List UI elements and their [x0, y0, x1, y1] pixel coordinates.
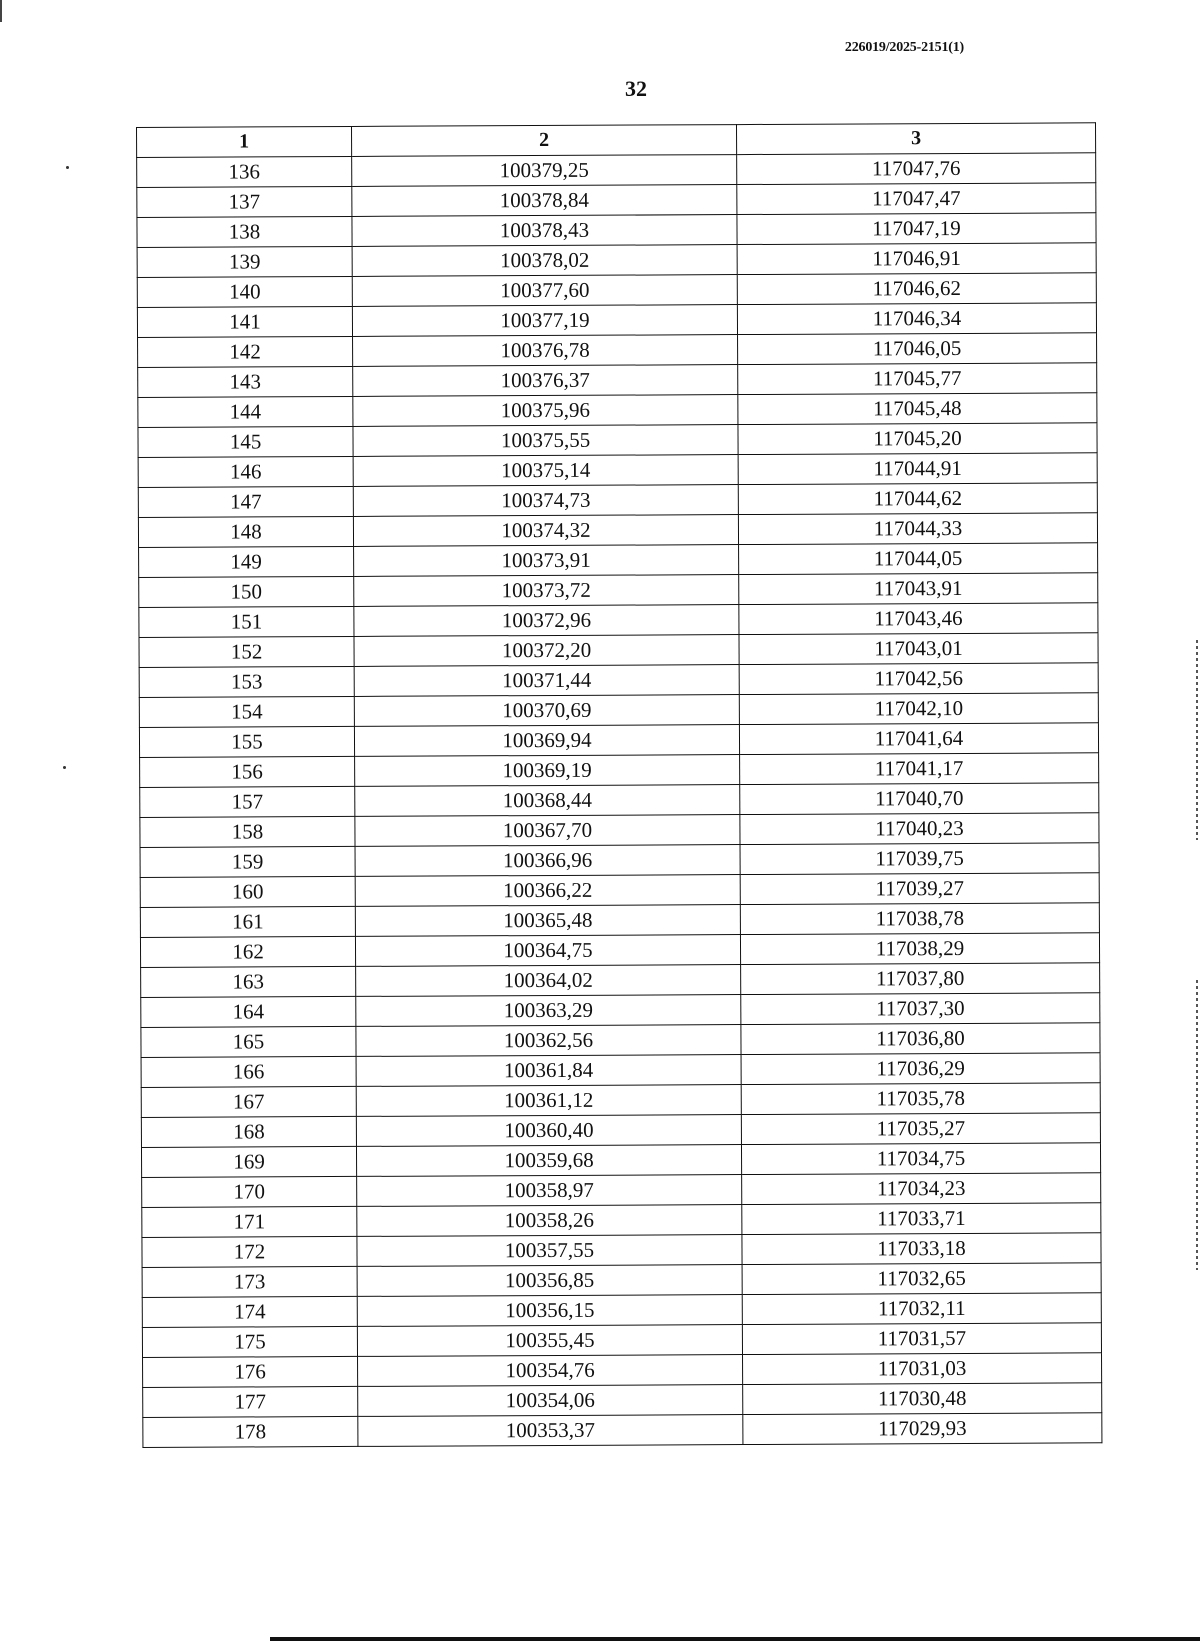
table-row	[137, 273, 1096, 308]
x-coordinate-cell: 100378,84	[352, 185, 737, 217]
y-coordinate-cell: 117035,27	[741, 1113, 1100, 1145]
x-coordinate-cell: 100360,40	[356, 1115, 741, 1147]
table-row	[137, 243, 1096, 278]
x-coordinate-cell: 100366,96	[355, 845, 740, 877]
table-row	[140, 753, 1099, 788]
table-row	[138, 453, 1097, 488]
table-row	[142, 1203, 1101, 1238]
point-number-cell: 138	[137, 216, 352, 247]
table-row	[137, 303, 1096, 338]
x-coordinate-cell: 100358,26	[357, 1205, 742, 1237]
y-coordinate-cell: 117041,17	[740, 753, 1099, 785]
point-number-cell: 140	[137, 276, 352, 307]
x-coordinate-cell: 100369,94	[354, 725, 739, 757]
point-number-cell: 154	[139, 696, 354, 727]
point-number-cell: 148	[138, 516, 353, 547]
table-row	[140, 873, 1099, 908]
x-coordinate-cell: 100363,29	[356, 995, 741, 1027]
point-number-cell: 147	[138, 486, 353, 517]
table-row	[141, 1143, 1100, 1178]
y-coordinate-cell: 117039,27	[740, 873, 1099, 905]
y-coordinate-cell: 117029,93	[743, 1413, 1102, 1445]
x-coordinate-cell: 100355,45	[357, 1325, 742, 1357]
x-coordinate-cell: 100368,44	[355, 785, 740, 817]
y-coordinate-cell: 117044,91	[738, 453, 1097, 485]
point-number-cell: 151	[139, 606, 354, 637]
point-number-cell: 157	[140, 786, 355, 817]
point-number-cell: 136	[137, 156, 352, 187]
point-number-cell: 178	[143, 1416, 358, 1447]
point-number-cell: 139	[137, 246, 352, 277]
point-number-cell: 174	[142, 1296, 357, 1327]
table-row	[140, 783, 1099, 818]
point-number-cell: 168	[141, 1116, 356, 1147]
page-number: 32	[625, 76, 647, 101]
x-coordinate-cell: 100377,60	[352, 275, 737, 307]
y-coordinate-cell: 117046,91	[737, 243, 1096, 275]
point-number-cell: 152	[139, 636, 354, 667]
table-row	[138, 333, 1097, 368]
point-number-cell: 158	[140, 816, 355, 847]
x-coordinate-cell: 100378,43	[352, 215, 737, 247]
x-coordinate-cell: 100358,97	[357, 1175, 742, 1207]
table-row	[140, 843, 1099, 878]
point-number-cell: 142	[138, 336, 353, 367]
y-coordinate-cell: 117034,75	[741, 1143, 1100, 1175]
x-coordinate-cell: 100379,25	[352, 155, 737, 187]
point-number-cell: 145	[138, 426, 353, 457]
x-coordinate-cell: 100370,69	[354, 695, 739, 727]
y-coordinate-cell: 117043,46	[739, 603, 1098, 635]
point-number-cell: 163	[141, 966, 356, 997]
x-coordinate-cell: 100362,56	[356, 1025, 741, 1057]
table-row	[142, 1263, 1101, 1298]
table-row	[143, 1353, 1102, 1388]
x-coordinate-cell: 100353,37	[358, 1415, 743, 1447]
y-coordinate-cell: 117046,34	[737, 303, 1096, 335]
y-coordinate-cell: 117040,70	[740, 783, 1099, 815]
point-number-cell: 172	[142, 1236, 357, 1267]
table-row	[137, 183, 1096, 218]
y-coordinate-cell: 117035,78	[741, 1083, 1100, 1115]
y-coordinate-cell: 117039,75	[740, 843, 1099, 875]
x-coordinate-cell: 100375,14	[353, 455, 738, 487]
x-coordinate-cell: 100376,78	[353, 335, 738, 367]
x-coordinate-cell: 100357,55	[357, 1235, 742, 1267]
table-row	[141, 993, 1100, 1028]
x-coordinate-cell: 100366,22	[355, 875, 740, 907]
y-coordinate-cell: 117047,19	[737, 213, 1096, 245]
point-number-cell: 161	[140, 906, 355, 937]
y-coordinate-cell: 117044,05	[739, 543, 1098, 575]
column-header-2: 2	[351, 125, 736, 157]
x-coordinate-cell: 100361,12	[356, 1085, 741, 1117]
x-coordinate-cell: 100374,73	[353, 485, 738, 517]
table-row	[140, 933, 1099, 968]
scan-artifact-dot	[63, 766, 66, 769]
table-row	[137, 213, 1096, 248]
point-number-cell: 167	[141, 1086, 356, 1117]
x-coordinate-cell: 100354,76	[358, 1355, 743, 1387]
x-coordinate-cell: 100361,84	[356, 1055, 741, 1087]
y-coordinate-cell: 117031,03	[743, 1353, 1102, 1385]
x-coordinate-cell: 100356,15	[357, 1295, 742, 1327]
table-row	[143, 1413, 1102, 1448]
table-row	[139, 723, 1098, 758]
x-coordinate-cell: 100376,37	[353, 365, 738, 397]
table-row	[139, 693, 1098, 728]
table-row	[141, 1083, 1100, 1118]
table-row	[139, 573, 1098, 608]
x-coordinate-cell: 100375,55	[353, 425, 738, 457]
point-number-cell: 149	[139, 546, 354, 577]
point-number-cell: 153	[139, 666, 354, 697]
point-number-cell: 173	[142, 1266, 357, 1297]
y-coordinate-cell: 117045,20	[738, 423, 1097, 455]
y-coordinate-cell: 117032,11	[742, 1293, 1101, 1325]
y-coordinate-cell: 117043,91	[739, 573, 1098, 605]
table-row	[138, 393, 1097, 428]
x-coordinate-cell: 100372,96	[354, 605, 739, 637]
scan-artifact-dot	[66, 166, 69, 169]
table-row	[141, 1113, 1100, 1148]
point-number-cell: 156	[140, 756, 355, 787]
scan-artifact-left-edge	[0, 0, 2, 22]
point-number-cell: 171	[142, 1206, 357, 1237]
x-coordinate-cell: 100367,70	[355, 815, 740, 847]
y-coordinate-cell: 117044,33	[738, 513, 1097, 545]
x-coordinate-cell: 100354,06	[358, 1385, 743, 1417]
y-coordinate-cell: 117042,56	[739, 663, 1098, 695]
point-number-cell: 177	[143, 1386, 358, 1417]
y-coordinate-cell: 117047,47	[737, 183, 1096, 215]
table-row	[139, 603, 1098, 638]
table-body	[137, 153, 1102, 1448]
y-coordinate-cell: 117040,23	[740, 813, 1099, 845]
point-number-cell: 160	[140, 876, 355, 907]
y-coordinate-cell: 117033,18	[742, 1233, 1101, 1265]
y-coordinate-cell: 117046,62	[737, 273, 1096, 305]
x-coordinate-cell: 100378,02	[352, 245, 737, 277]
x-coordinate-cell: 100377,19	[352, 305, 737, 337]
y-coordinate-cell: 117046,05	[738, 333, 1097, 365]
scan-artifact-right-edge	[1196, 640, 1198, 840]
y-coordinate-cell: 117037,30	[741, 993, 1100, 1025]
y-coordinate-cell: 117043,01	[739, 633, 1098, 665]
point-number-cell: 146	[138, 456, 353, 487]
table-row	[141, 1023, 1100, 1058]
point-number-cell: 141	[137, 306, 352, 337]
table-row	[137, 153, 1096, 188]
y-coordinate-cell: 117038,29	[740, 933, 1099, 965]
scan-artifact-bottom-bar	[270, 1637, 1200, 1641]
point-number-cell: 169	[141, 1146, 356, 1177]
y-coordinate-cell: 117037,80	[741, 963, 1100, 995]
point-number-cell: 166	[141, 1056, 356, 1087]
point-number-cell: 162	[140, 936, 355, 967]
y-coordinate-cell: 117047,76	[737, 153, 1096, 185]
y-coordinate-cell: 117042,10	[739, 693, 1098, 725]
table-row	[139, 633, 1098, 668]
scan-artifact-right-edge	[1196, 980, 1198, 1270]
table-row	[138, 423, 1097, 458]
x-coordinate-cell: 100359,68	[356, 1145, 741, 1177]
y-coordinate-cell: 117045,48	[738, 393, 1097, 425]
x-coordinate-cell: 100375,96	[353, 395, 738, 427]
y-coordinate-cell: 117034,23	[742, 1173, 1101, 1205]
x-coordinate-cell: 100372,20	[354, 635, 739, 667]
table-row	[139, 543, 1098, 578]
y-coordinate-cell: 117032,65	[742, 1263, 1101, 1295]
y-coordinate-cell: 117041,64	[739, 723, 1098, 755]
table-row	[141, 963, 1100, 998]
point-number-cell: 143	[138, 366, 353, 397]
point-number-cell: 155	[139, 726, 354, 757]
y-coordinate-cell: 117033,71	[742, 1203, 1101, 1235]
point-number-cell: 176	[143, 1356, 358, 1387]
document-reference: 226019/2025-2151(1)	[844, 40, 964, 55]
point-number-cell: 165	[141, 1026, 356, 1057]
x-coordinate-cell: 100373,72	[354, 575, 739, 607]
x-coordinate-cell: 100365,48	[355, 905, 740, 937]
x-coordinate-cell: 100356,85	[357, 1265, 742, 1297]
table-row	[138, 363, 1097, 398]
table-row	[140, 903, 1099, 938]
column-header-1: 1	[137, 126, 352, 157]
table-header	[137, 123, 1096, 158]
y-coordinate-cell: 117036,80	[741, 1023, 1100, 1055]
x-coordinate-cell: 100371,44	[354, 665, 739, 697]
point-number-cell: 150	[139, 576, 354, 607]
y-coordinate-cell: 117038,78	[740, 903, 1099, 935]
table-row	[142, 1323, 1101, 1358]
y-coordinate-cell: 117045,77	[738, 363, 1097, 395]
table-row	[142, 1233, 1101, 1268]
table-row	[139, 663, 1098, 698]
column-header-3: 3	[736, 123, 1095, 155]
x-coordinate-cell: 100364,02	[356, 965, 741, 997]
point-number-cell: 137	[137, 186, 352, 217]
y-coordinate-cell: 117036,29	[741, 1053, 1100, 1085]
table-row	[140, 813, 1099, 848]
point-number-cell: 170	[142, 1176, 357, 1207]
y-coordinate-cell: 117044,62	[738, 483, 1097, 515]
coordinates-table	[136, 122, 1102, 1448]
x-coordinate-cell: 100373,91	[354, 545, 739, 577]
point-number-cell: 175	[142, 1326, 357, 1357]
x-coordinate-cell: 100369,19	[355, 755, 740, 787]
table-row	[138, 483, 1097, 518]
table-row	[142, 1173, 1101, 1208]
point-number-cell: 144	[138, 396, 353, 427]
point-number-cell: 159	[140, 846, 355, 877]
y-coordinate-cell: 117031,57	[742, 1323, 1101, 1355]
x-coordinate-cell: 100374,32	[353, 515, 738, 547]
x-coordinate-cell: 100364,75	[355, 935, 740, 967]
table-header-row	[137, 123, 1096, 158]
table-row	[141, 1053, 1100, 1088]
table-row	[143, 1383, 1102, 1418]
y-coordinate-cell: 117030,48	[743, 1383, 1102, 1415]
point-number-cell: 164	[141, 996, 356, 1027]
table-row	[138, 513, 1097, 548]
table-row	[142, 1293, 1101, 1328]
